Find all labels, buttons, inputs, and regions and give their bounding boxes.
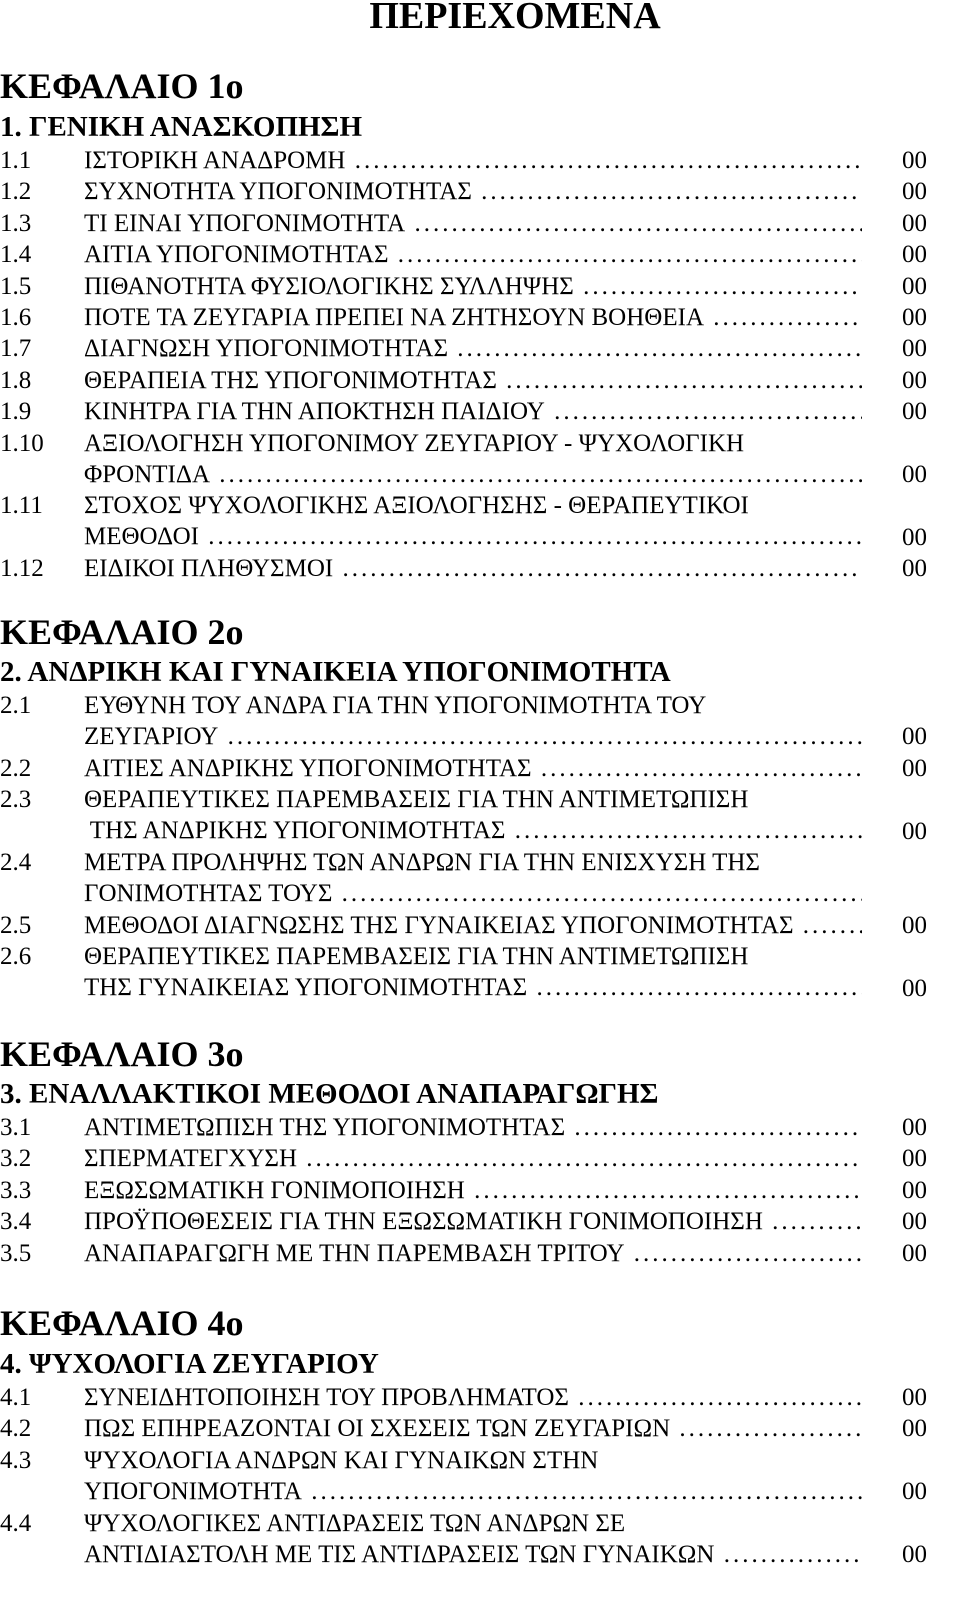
toc-entry-number: 1.2 bbox=[0, 178, 32, 206]
toc-entry-title-line: ΑΙΤΙΕΣ ΑΝΔΡΙΚΗΣ ΥΠΟΓΟΝΙΜΟΤΗΤΑΣ ..... bbox=[84, 753, 862, 784]
toc-entry bbox=[0, 910, 940, 941]
toc-entry-page-number: 00 bbox=[902, 523, 927, 551]
toc-entry bbox=[0, 553, 940, 584]
chapter-heading: ΚΕΦΑΛΑΙΟ 2ο bbox=[0, 612, 244, 652]
toc-entry-title-line: ΓΟΝΙΜΟΤΗΤΑΣ ΤΟΥΣ ..... bbox=[84, 878, 862, 909]
toc-entry bbox=[0, 1382, 940, 1413]
toc-entry bbox=[0, 239, 940, 270]
toc-entry bbox=[0, 365, 940, 396]
toc-entry-title-line: ΔΙΑΓΝΩΣΗ ΥΠΟΓΟΝΙΜΟΤΗΤΑΣ ..... bbox=[84, 333, 862, 364]
toc-entry-number: 4.2 bbox=[0, 1415, 32, 1443]
toc-entry-number: 1.8 bbox=[0, 366, 32, 394]
toc-entry-title-line: ΘΕΡΑΠΕΥΤΙΚΕΣ ΠΑΡΕΜΒΑΣΕΙΣ ΓΙΑ ΤΗΝ ΑΝΤΙΜΕΤΩΠΙΣΗ bbox=[84, 943, 749, 971]
toc-entry-title-line: ΨΥΧΟΛΟΓΙΚΕΣ ΑΝΤΙΔΡΑΣΕΙΣ ΤΩΝ ΑΝΔΡΩΝ ΣΕ bbox=[84, 1509, 626, 1537]
toc-entry-number: 1.6 bbox=[0, 304, 32, 331]
toc-entry-title-line: ΜΕΤΡΑ ΠΡΟΛΗΨΗΣ ΤΩΝ ΑΝΔΡΩΝ ΓΙΑ ΤΗΝ ΕΝΙΣΧΥΣΗ ΤΗΣ bbox=[84, 849, 760, 876]
toc-entry-title-line: ΑΝΑΠΑΡΑΓΩΓΗ ΜΕ ΤΗΝ ΠΑΡΕΜΒΑΣΗ ΤΡΙΤΟΥ ..... bbox=[84, 1238, 862, 1269]
toc-entry-page-number: 00 bbox=[902, 272, 927, 300]
chapter-subheading: 3. ΕΝΑΛΛΑΚΤΙΚΟΙ ΜΕΘΟΔΟΙ ΑΝΑΠΑΡΑΓΩΓΗΣ bbox=[0, 1078, 659, 1110]
toc-entry-title-line: ΜΕΘΟΔΟΙ ..... bbox=[84, 521, 862, 552]
toc-entry-title bbox=[84, 1175, 862, 1206]
toc-entry-title bbox=[84, 1206, 862, 1237]
toc-entry bbox=[0, 784, 940, 847]
toc-entry-page-number: 00 bbox=[902, 1176, 927, 1204]
toc-entry-title-line: ΠΡΟΫΠΟΘΕΣΕΙΣ ΓΙΑ ΤΗΝ ΕΞΩΣΩΜΑΤΙΚΗ ΓΟΝΙΜΟΠΟΙΗΣΗ ..... bbox=[84, 1206, 862, 1237]
toc-entry-title-line: ΤΗΣ ΓΥΝΑΙΚΕΙΑΣ ΥΠΟΓΟΝΙΜΟΤΗΤΑΣ ..... bbox=[84, 972, 862, 1003]
toc-entry-title-line: ΤΗΣ ΑΝΔΡΙΚΗΣ ΥΠΟΓΟΝΙΜΟΤΗΤΑΣ ..... bbox=[84, 815, 862, 846]
toc-entry-title bbox=[84, 333, 862, 364]
toc-entry-title bbox=[84, 1413, 862, 1444]
toc-entry-title bbox=[84, 1445, 862, 1507]
toc-entry-title-line: ΣΠΕΡΜΑΤΕΓΧΥΣΗ ..... bbox=[84, 1143, 862, 1174]
toc-entry-number: 1.3 bbox=[0, 209, 32, 237]
toc-entry-title bbox=[84, 1112, 862, 1143]
toc-entry-number: 2.5 bbox=[0, 911, 32, 939]
toc-entry-title-line: ΕΞΩΣΩΜΑΤΙΚΗ ΓΟΝΙΜΟΠΟΙΗΣΗ ..... bbox=[84, 1175, 862, 1206]
toc-entry bbox=[0, 271, 940, 302]
toc-entry bbox=[0, 1413, 940, 1444]
toc-entry-number: 3.5 bbox=[0, 1239, 32, 1267]
toc-entry-title bbox=[84, 1382, 862, 1413]
toc-entry-title bbox=[84, 1508, 862, 1570]
toc-entry-page-number: 00 bbox=[902, 1145, 927, 1173]
toc-entry-page-number: 00 bbox=[902, 1478, 927, 1506]
toc-entry-title-line: ΕΙΔΙΚΟΙ ΠΛΗΘΥΣΜΟΙ ..... bbox=[84, 553, 862, 584]
toc-entry bbox=[0, 753, 940, 784]
toc-entry bbox=[0, 941, 940, 1004]
toc-entry-title bbox=[84, 208, 862, 239]
toc-entry-title-line: ΣΥΧΝΟΤΗΤΑ ΥΠΟΓΟΝΙΜΟΤΗΤΑΣ ..... bbox=[84, 176, 862, 207]
toc-entry-number: 4.1 bbox=[0, 1384, 32, 1411]
chapter-heading: ΚΕΦΑΛΑΙΟ 4ο bbox=[0, 1303, 244, 1343]
toc-entry-title bbox=[84, 145, 862, 176]
toc-entry-number: 3.2 bbox=[0, 1145, 32, 1173]
toc-entry-page-number: 00 bbox=[902, 335, 927, 363]
toc-entry-title bbox=[84, 1143, 862, 1174]
page-title: ΠΕΡΙΕΧΟΜΕΝΑ bbox=[369, 0, 661, 37]
toc-entry bbox=[0, 1238, 940, 1269]
toc-entry bbox=[0, 1112, 940, 1143]
toc-entry-title-line: ΦΡΟΝΤΙΔΑ ..... bbox=[84, 459, 862, 490]
toc-entry-page-number: 00 bbox=[902, 754, 927, 782]
toc-entry-title-line: ΣΤΟΧΟΣ ΨΥΧΟΛΟΓΙΚΗΣ ΑΞΙΟΛΟΓΗΣΗΣ - ΘΕΡΑΠΕΥΤΙΚΟΙ bbox=[84, 492, 749, 520]
toc-entry-number: 3.4 bbox=[0, 1208, 32, 1236]
toc-entry-title bbox=[84, 847, 862, 909]
toc-entry bbox=[0, 176, 940, 207]
toc-entry-page-number: 00 bbox=[902, 366, 927, 394]
toc-entry-page-number: 00 bbox=[902, 723, 927, 751]
toc-entry-number: 1.12 bbox=[0, 555, 44, 583]
chapter-subheading: 1. ΓΕΝΙΚΗ ΑΝΑΣΚΟΠΗΣΗ bbox=[0, 111, 363, 143]
toc-entry-number: 1.9 bbox=[0, 398, 32, 426]
toc-entry bbox=[0, 490, 940, 553]
toc-entry bbox=[0, 1206, 940, 1237]
toc-entry-title-line: ΘΕΡΑΠΕΙΑ ΤΗΣ ΥΠΟΓΟΝΙΜΟΤΗΤΑΣ ..... bbox=[84, 365, 862, 396]
toc-entry-page-number: 00 bbox=[902, 1208, 927, 1236]
toc-entry-title bbox=[84, 239, 862, 270]
toc-entry-title bbox=[84, 365, 862, 396]
toc-entry-page-number: 00 bbox=[902, 974, 927, 1002]
toc-entry-title bbox=[84, 753, 862, 784]
toc-entry-title bbox=[84, 302, 862, 333]
toc-entry-number: 4.3 bbox=[0, 1446, 32, 1474]
toc-entry-page-number: 00 bbox=[902, 1239, 927, 1267]
toc-entry bbox=[0, 1143, 940, 1174]
chapter-heading: ΚΕΦΑΛΑΙΟ 3ο bbox=[0, 1034, 244, 1074]
toc-entry-page-number: 00 bbox=[902, 555, 927, 583]
toc-entry-title bbox=[84, 396, 862, 427]
toc-entry-title bbox=[84, 690, 862, 752]
toc-entry bbox=[0, 302, 940, 333]
toc-entry bbox=[0, 428, 940, 491]
toc-entry-title-line: ΖΕΥΓΑΡΙΟΥ ..... bbox=[84, 721, 862, 752]
toc-entry-number: 2.3 bbox=[0, 786, 32, 814]
toc-entry-title bbox=[84, 176, 862, 207]
toc-entry-number: 2.1 bbox=[0, 692, 32, 719]
toc-entry-title-line: ΥΠΟΓΟΝΙΜΟΤΗΤΑ ..... bbox=[84, 1476, 862, 1507]
chapter-subheading: 4. ΨΥΧΟΛΟΓΙΑ ΖΕΥΓΑΡΙΟΥ bbox=[0, 1348, 379, 1380]
toc-entry-page-number: 00 bbox=[902, 1415, 927, 1443]
toc-entry-title-line: ΘΕΡΑΠΕΥΤΙΚΕΣ ΠΑΡΕΜΒΑΣΕΙΣ ΓΙΑ ΤΗΝ ΑΝΤΙΜΕΤΩΠΙΣΗ bbox=[84, 786, 749, 814]
toc-entry-page-number: 00 bbox=[902, 1384, 927, 1411]
toc-entry-title-line: ΤΙ ΕΙΝΑΙ ΥΠΟΓΟΝΙΜΟΤΗΤΑ ..... bbox=[84, 208, 862, 239]
chapter-heading: ΚΕΦΑΛΑΙΟ 1ο bbox=[0, 66, 244, 106]
toc-entry bbox=[0, 333, 940, 364]
toc-entry bbox=[0, 1175, 940, 1206]
toc-entry-number: 2.4 bbox=[0, 849, 32, 876]
toc-entry-title-line: ΜΕΘΟΔΟΙ ΔΙΑΓΝΩΣΗΣ ΤΗΣ ΓΥΝΑΙΚΕΙΑΣ ΥΠΟΓΟΝΙΜΟΤΗΤΑΣ ..... bbox=[84, 910, 862, 941]
toc-entry-title bbox=[84, 910, 862, 941]
toc-entry-page-number: 00 bbox=[902, 178, 927, 206]
toc-entry-number: 1.11 bbox=[0, 492, 43, 520]
chapter-subheading: 2. ΑΝΔΡΙΚΗ ΚΑΙ ΓΥΝΑΙΚΕΙΑ ΥΠΟΓΟΝΙΜΟΤΗΤΑ bbox=[0, 656, 671, 688]
toc-entry-title bbox=[84, 271, 862, 302]
toc-entry-title-line: ΕΥΘΥΝΗ ΤΟΥ ΑΝΔΡΑ ΓΙΑ ΤΗΝ ΥΠΟΓΟΝΙΜΟΤΗΤΑ ΤΟΥ bbox=[84, 692, 707, 719]
toc-entry-title-line: ΠΟΤΕ ΤΑ ΖΕΥΓΑΡΙΑ ΠΡΕΠΕΙ ΝΑ ΖΗΤΗΣΟΥΝ ΒΟΗΘΕΙΑ ..... bbox=[84, 302, 862, 333]
toc-entry-number: 3.3 bbox=[0, 1176, 32, 1204]
toc-entry-page-number: 00 bbox=[902, 817, 927, 845]
toc-entry-page-number: 00 bbox=[902, 398, 927, 426]
toc-entry-title bbox=[84, 490, 862, 552]
toc-entry-title-line: ΠΙΘΑΝΟΤΗΤΑ ΦΥΣΙΟΛΟΓΙΚΗΣ ΣΥΛΛΗΨΗΣ ..... bbox=[84, 271, 862, 302]
toc-entry-page-number: 00 bbox=[902, 911, 927, 939]
toc-entry bbox=[0, 145, 940, 176]
toc-entry-title-line: ΣΥΝΕΙΔΗΤΟΠΟΙΗΣΗ ΤΟΥ ΠΡΟΒΛΗΜΑΤΟΣ ..... bbox=[84, 1382, 862, 1413]
toc-entry-number: 1.4 bbox=[0, 241, 32, 269]
toc-entry bbox=[0, 208, 940, 239]
toc-entry-number: 1.10 bbox=[0, 429, 44, 457]
toc-entry-number: 1.7 bbox=[0, 335, 32, 363]
toc-entry-title bbox=[84, 784, 862, 846]
toc-entry-page-number: 00 bbox=[902, 304, 927, 331]
toc-entry-title-line: ΑΝΤΙΔΙΑΣΤΟΛΗ ΜΕ ΤΙΣ ΑΝΤΙΔΡΑΣΕΙΣ ΤΩΝ ΓΥΝΑΙΚΩΝ ..... bbox=[84, 1539, 862, 1570]
toc-entry-number: 2.6 bbox=[0, 943, 32, 971]
toc-entry-number: 1.1 bbox=[0, 147, 32, 174]
toc-entry bbox=[0, 690, 940, 753]
toc-entry-title-line: ΠΩΣ ΕΠΗΡΕΑΖΟΝΤΑΙ ΟΙ ΣΧΕΣΕΙΣ ΤΩΝ ΖΕΥΓΑΡΙΩΝ ..... bbox=[84, 1413, 862, 1444]
toc-entry-title-line: ΨΥΧΟΛΟΓΙΑ ΑΝΔΡΩΝ ΚΑΙ ΓΥΝΑΙΚΩΝ ΣΤΗΝ bbox=[84, 1446, 599, 1474]
toc-entry bbox=[0, 1445, 940, 1508]
toc-entry-title-line: ΑΞΙΟΛΟΓΗΣΗ ΥΠΟΓΟΝΙΜΟΥ ΖΕΥΓΑΡΙΟΥ - ΨΥΧΟΛΟΓΙΚΗ bbox=[84, 429, 745, 457]
toc-entry-title bbox=[84, 1238, 862, 1269]
toc-entry-number: 3.1 bbox=[0, 1114, 32, 1141]
toc-entry-page-number: 00 bbox=[902, 209, 927, 237]
toc-entry-title bbox=[84, 428, 862, 490]
toc-entry-number: 4.4 bbox=[0, 1509, 32, 1537]
toc-entry-title bbox=[84, 553, 862, 584]
toc-entry-page-number: 00 bbox=[902, 1540, 927, 1568]
toc-entry-number: 1.5 bbox=[0, 272, 32, 300]
toc-entry-page-number: 00 bbox=[902, 241, 927, 269]
toc-entry-title-line: ΑΝΤΙΜΕΤΩΠΙΣΗ ΤΗΣ ΥΠΟΓΟΝΙΜΟΤΗΤΑΣ ..... bbox=[84, 1112, 862, 1143]
toc-entry-number: 2.2 bbox=[0, 754, 32, 782]
toc-entry bbox=[0, 1508, 940, 1571]
toc-entry-page-number: 00 bbox=[902, 1114, 927, 1141]
toc-entry bbox=[0, 396, 940, 427]
toc-entry-title bbox=[84, 941, 862, 1003]
toc-entry-title-line: ΑΙΤΙΑ ΥΠΟΓΟΝΙΜΟΤΗΤΑΣ ..... bbox=[84, 239, 862, 270]
toc-entry-title-line: ΚΙΝΗΤΡΑ ΓΙΑ ΤΗΝ ΑΠΟΚΤΗΣΗ ΠΑΙΔΙΟΥ ..... bbox=[84, 396, 862, 427]
toc-entry bbox=[0, 847, 940, 910]
toc-entry-page-number: 00 bbox=[902, 460, 927, 488]
toc-entry-title-line: ΙΣΤΟΡΙΚΗ ΑΝΑΔΡΟΜΗ ..... bbox=[84, 145, 862, 176]
toc-entry-page-number: 00 bbox=[902, 147, 927, 174]
